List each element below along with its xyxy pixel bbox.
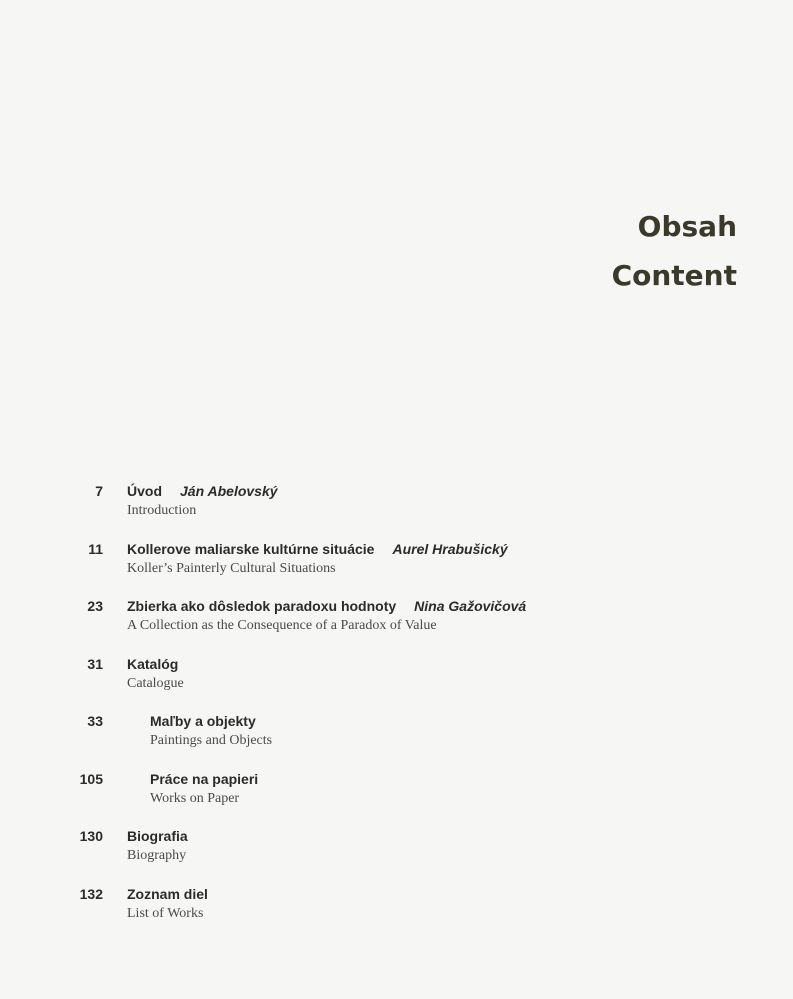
toc-subtitle: Introduction: [127, 503, 197, 518]
toc-subtitle: Paintings and Objects: [150, 733, 273, 748]
toc-entry-list-of-works: [0, 884, 793, 942]
heading-english: Content: [611, 259, 737, 292]
heading-slovak: Obsah: [637, 210, 737, 243]
toc-subtitle: Biography: [127, 848, 187, 863]
toc-subtitle: A Collection as the Consequence of a Paradox of Value: [127, 618, 437, 633]
toc-subtitle: Koller’s Painterly Cultural Situations: [127, 560, 336, 576]
toc-page-number: 105: [79, 770, 103, 787]
page-heading: [612, 202, 737, 300]
toc-page-number: 130: [79, 828, 103, 844]
toc-author: Ján Abelovský: [180, 483, 278, 499]
toc-title: Zbierka ako dôsledok paradoxu hodnoty: [127, 598, 397, 614]
toc-title: Biografia: [127, 828, 188, 844]
toc-entry-introduction: [0, 481, 793, 539]
table-of-contents: [0, 481, 793, 941]
toc-subtitle: Works on Paper: [150, 790, 240, 806]
toc-entry-paintings: [0, 711, 793, 769]
toc-title: Práce na papieri: [150, 770, 259, 787]
toc-entry-biography: [0, 826, 793, 884]
toc-page-number: 11: [88, 540, 103, 557]
toc-page-number: 132: [79, 885, 103, 902]
toc-author: Aurel Hrabušický: [392, 540, 508, 557]
toc-entry-koller-essay: [0, 539, 793, 597]
toc-entry-catalogue: [0, 654, 793, 712]
toc-subtitle: List of Works: [127, 905, 204, 921]
toc-page-number: 23: [87, 598, 103, 614]
toc-title: Maľby a objekty: [150, 713, 256, 729]
toc-entry-collection-essay: [0, 596, 793, 654]
toc-subtitle: Catalogue: [127, 675, 184, 691]
toc-title: Katalóg: [127, 655, 179, 672]
toc-page-number: 7: [95, 483, 103, 499]
toc-entry-works-on-paper: [0, 769, 793, 827]
toc-page-number: 33: [87, 713, 103, 729]
toc-page-number: 31: [87, 655, 103, 672]
toc-title: Úvod: [127, 483, 162, 499]
toc-title: Zoznam diel: [127, 885, 208, 902]
toc-author: Nina Gažovičová: [414, 598, 527, 614]
toc-title: Kollerove maliarske kultúrne situácie: [127, 540, 375, 557]
